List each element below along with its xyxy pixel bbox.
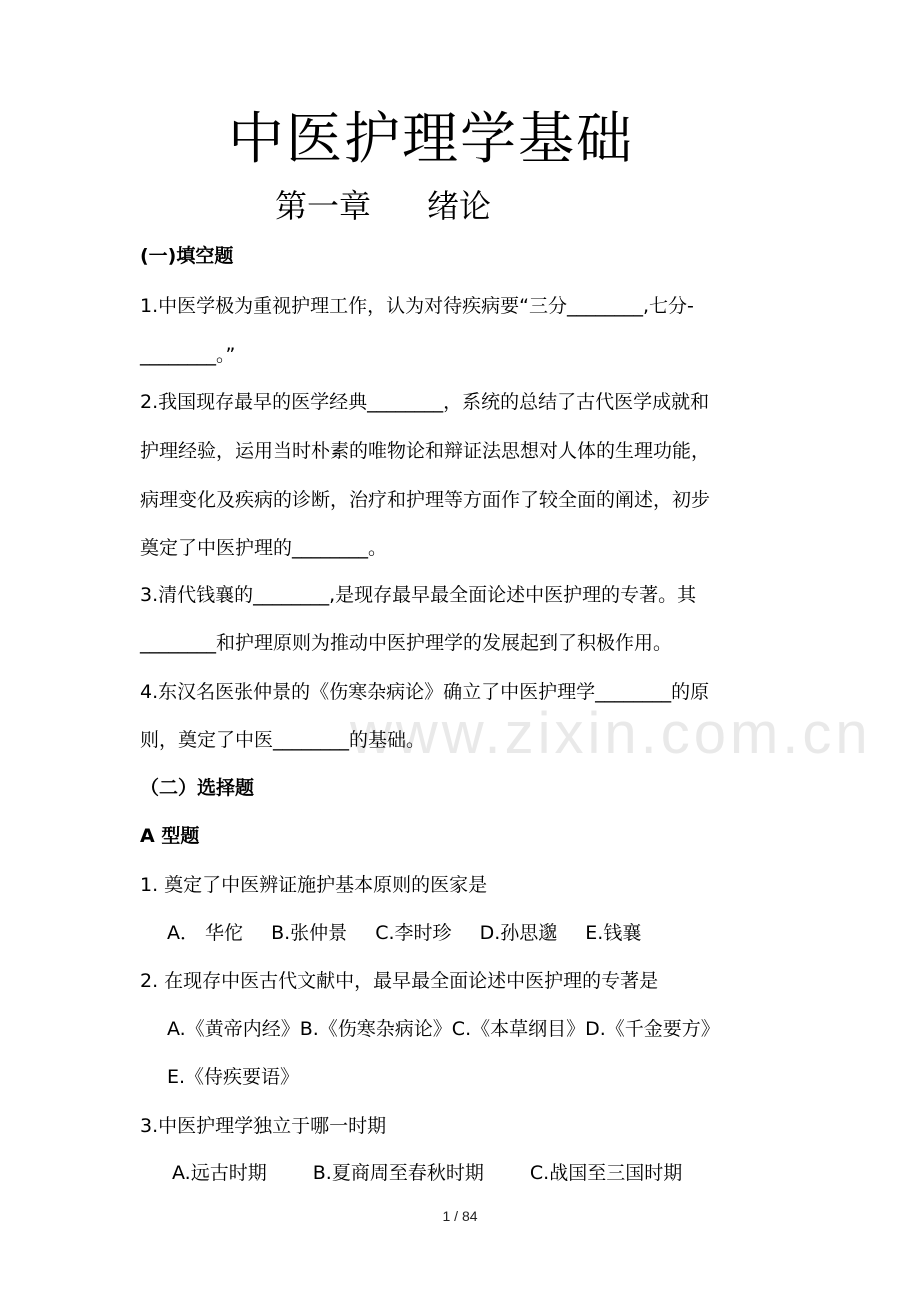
section-fill-blank-heading: (一)填空题: [140, 245, 234, 267]
q1-line-2: ________。”: [140, 344, 236, 366]
section-choice-heading: （二）选择题: [140, 777, 255, 799]
q2-line-3: 病理变化及疾病的诊断，治疗和护理等方面作了较全面的阐述，初步: [140, 489, 711, 511]
watermark: www.zixin.com.cn: [350, 701, 872, 766]
chapter-number: 第一章: [275, 187, 372, 225]
mc1-option-c: C.李时珍: [375, 922, 452, 944]
mc1-option-e: E.钱襄: [585, 922, 642, 944]
mc1-option-d: D.孙思邈: [479, 922, 558, 944]
mc2-stem: 2. 在现存中医古代文献中，最早最全面论述中医护理的专著是: [140, 970, 659, 992]
mc1-options: [167, 924, 641, 943]
mc3-option-c: C.战国至三国时期: [529, 1162, 683, 1184]
q2-line-1: 2.我国现存最早的医学经典________，系统的总结了古代医学成就和: [140, 391, 710, 413]
mc2-option-e: E.《侍疾要语》: [167, 1066, 300, 1088]
mc2-option-b: B.《伤寒杂病论》: [299, 1018, 452, 1040]
document-title: 中医护理学基础: [228, 107, 634, 172]
mc1-option-a: A． 华佗: [167, 922, 244, 944]
mc2-option-d: D.《千金要方》: [585, 1018, 720, 1040]
q3-line-1: 3.清代钱襄的________,是现存最早最全面论述中医护理的专著。其: [140, 584, 697, 606]
mc3-option-a: A.远古时期: [172, 1162, 267, 1184]
mc3-stem: 3.中医护理学独立于哪一时期: [140, 1115, 387, 1137]
q2-line-2: 护理经验，运用当时朴素的唯物论和辩证法思想对人体的生理功能，: [140, 440, 711, 462]
page-number: 1 / 84: [442, 1208, 478, 1224]
q3-line-2: ________和护理原则为推动中医护理学的发展起到了积极作用。: [140, 632, 673, 654]
mc2-option-a: A.《黄帝内经》: [167, 1018, 300, 1040]
mc2-options-row2: [167, 1068, 299, 1087]
chapter-name: 绪论: [427, 187, 492, 225]
mc2-option-c: C.《本草纲目》: [451, 1018, 586, 1040]
q1-line-1: 1.中医学极为重视护理工作，认为对待疾病要“三分________,七分-: [140, 295, 694, 317]
q4-line-1: 4.东汉名医张仲景的《伤寒杂病论》确立了中医护理学________的原: [140, 681, 710, 703]
mc3-options: [172, 1164, 682, 1183]
mc3-option-b: B.夏商周至春秋时期: [312, 1162, 484, 1184]
mc2-options-row1: [167, 1020, 720, 1039]
q4-line-2: 则，奠定了中医________的基础。: [140, 729, 426, 751]
q2-line-4: 奠定了中医护理的________。: [140, 537, 388, 559]
chapter-heading: [275, 187, 492, 225]
type-a-heading: A 型题: [140, 825, 200, 847]
mc1-option-b: B.张仲景: [271, 922, 348, 944]
mc1-stem: 1. 奠定了中医辨证施护基本原则的医家是: [140, 874, 488, 896]
